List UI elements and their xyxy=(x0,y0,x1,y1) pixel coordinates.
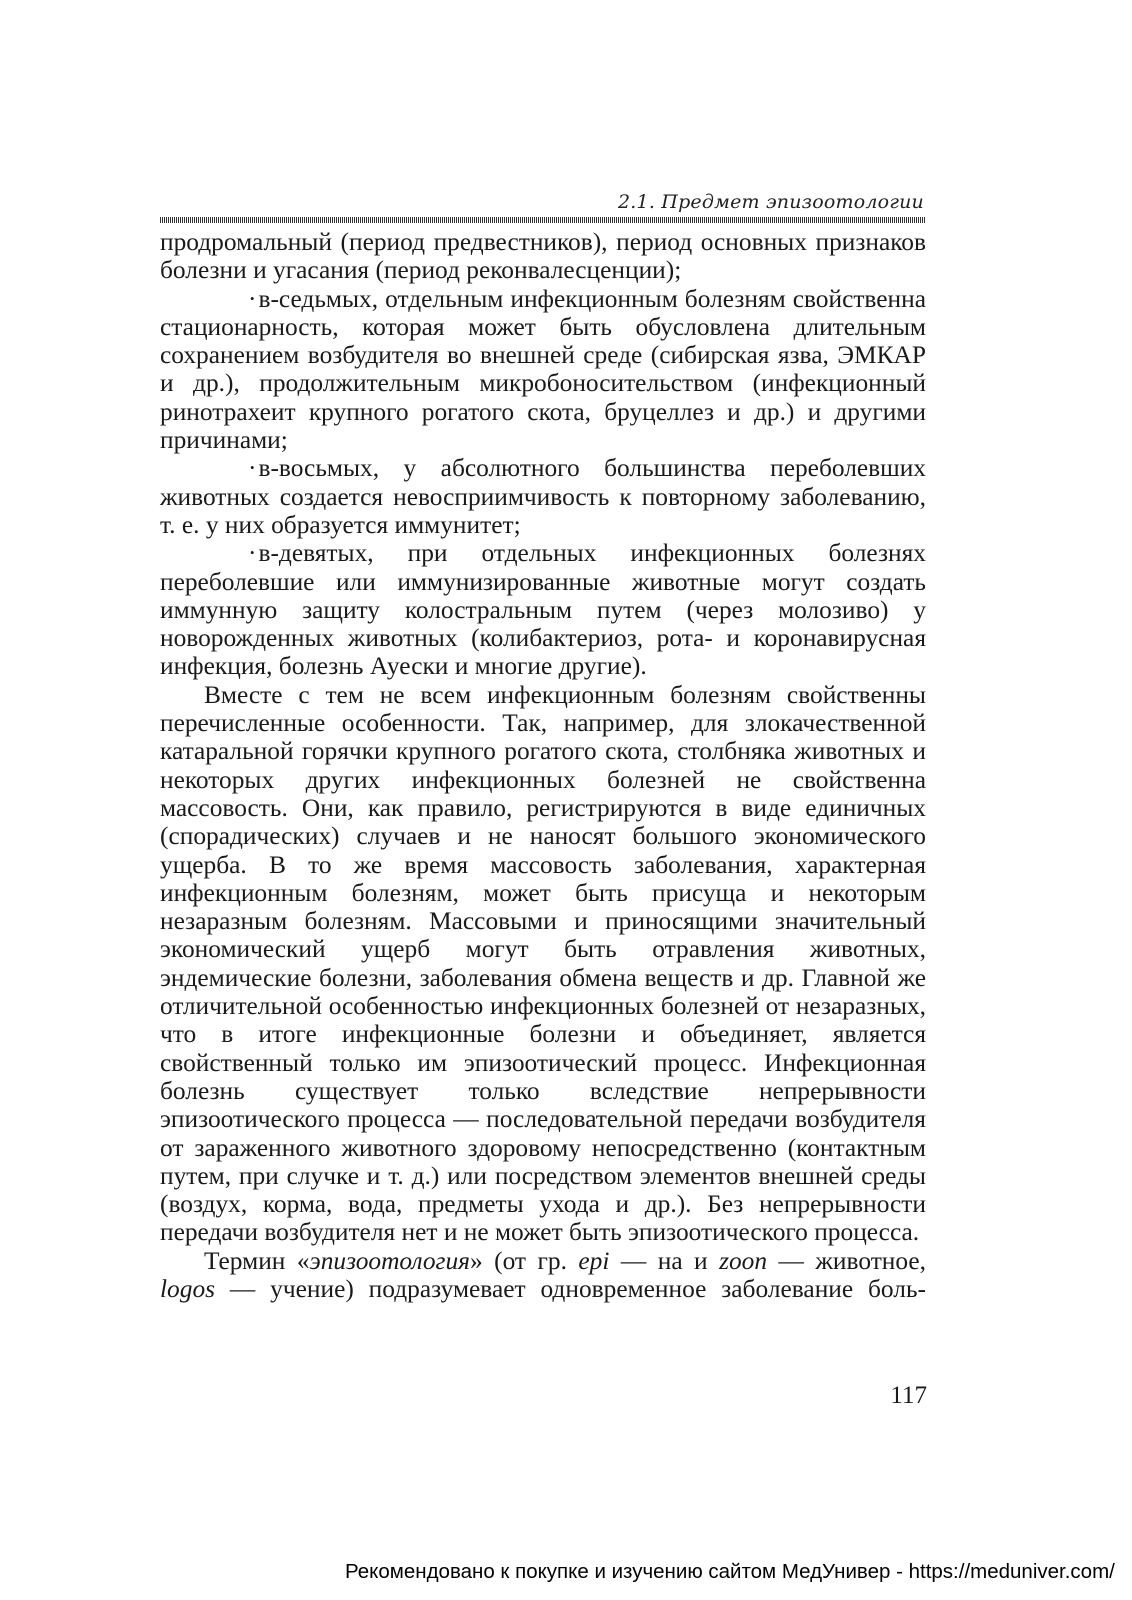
footer-promo-text: Рекомендовано к покупке и изучению сайтом МедУнивер - https://meduniver.com/ xyxy=(345,1560,1115,1583)
term-italic: эпизоотология xyxy=(309,1246,470,1275)
bullet-item xyxy=(160,454,926,539)
paragraph: продромальный (период предвестников), период основных признаков болезни и угасания (период реконвалесценции); xyxy=(160,228,926,285)
paragraph: Термин «эпизоотология» (от гр. epi — на и zoon — животное, logos — учение) подразумевает одновременное заболевание боль- xyxy=(160,1246,926,1303)
header-rule xyxy=(160,217,926,223)
bullet-text: в-седьмых, отдельным инфекционным болезням свойственна стационарность, которая может быть обусловлена длительным сохранением возбудителя во внешней среде (сибирская язва, ЭМКАР и др.), продолжительным микробоносительством (инфекционный ринотрахеит крупного рогатого скота, бруцеллез и др.) и другими причинами; xyxy=(160,284,926,455)
bullet-text: в-девятых, при отдельных инфекционных болезнях переболевшие или иммунизированные животные могут создать иммунную защиту колостральным путем (через молозиво) у новорожденных животных (колибактериоз, рота- и коронавирусная инфекция, болезнь Ауески и многие другие). xyxy=(160,539,926,681)
page-number: 117 xyxy=(890,1382,927,1409)
bullet-marker: · xyxy=(248,454,257,483)
term-italic: logos xyxy=(160,1274,216,1303)
bullet-text: в-восьмых, у абсолютного большинства переболевших животных создается невосприимчивость к повторному заболеванию, т. е. у них образуется иммунитет; xyxy=(160,454,926,539)
bullet-item xyxy=(160,285,926,455)
bullet-item xyxy=(160,539,926,680)
body-text xyxy=(160,228,926,1303)
bullet-marker: · xyxy=(248,539,257,568)
paragraph: Вместе с тем не всем инфекционным болезням свойственны перечисленные особенности. Так, например, для злокачественной катаральной горячки крупного рогатого скота, столбняка животных и некоторых других инфекционных болезней не свойственна массовость. Они, как правило, регистрируются в виде единичных (спорадических) случаев и не наносят большого экономического ущерба. В то же время массовость заболевания, характерная инфекционным болезням, может быть присуща и некоторым незаразным болезням. Массовыми и приносящими значительный экономический ущерб могут быть отравления животных, эндемические болезни, заболевания обмена веществ и др. Главной же отличительной особенностью инфекционных болезней от незаразных, что в итоге инфекционные болезни и объединяет, является свойственный только им эпизоотический процесс. Инфекционная болезнь существует только вследствие непрерывности эпизоотического процесса — последовательной передачи возбудителя от зараженного животного здоровому непосредственно (контактным путем, при случке и т. д.) или посредством элементов внешней среды (воздух, корма, вода, предметы ухода и др.). Без непрерывности передачи возбудителя нет и не может быть эпизоотического процесса. xyxy=(160,680,926,1247)
bullet-marker: · xyxy=(248,284,257,313)
term-italic: epi xyxy=(578,1246,610,1275)
running-head: 2.1. Предмет эпизоотологии xyxy=(618,191,924,213)
term-italic: zoon xyxy=(719,1246,768,1275)
